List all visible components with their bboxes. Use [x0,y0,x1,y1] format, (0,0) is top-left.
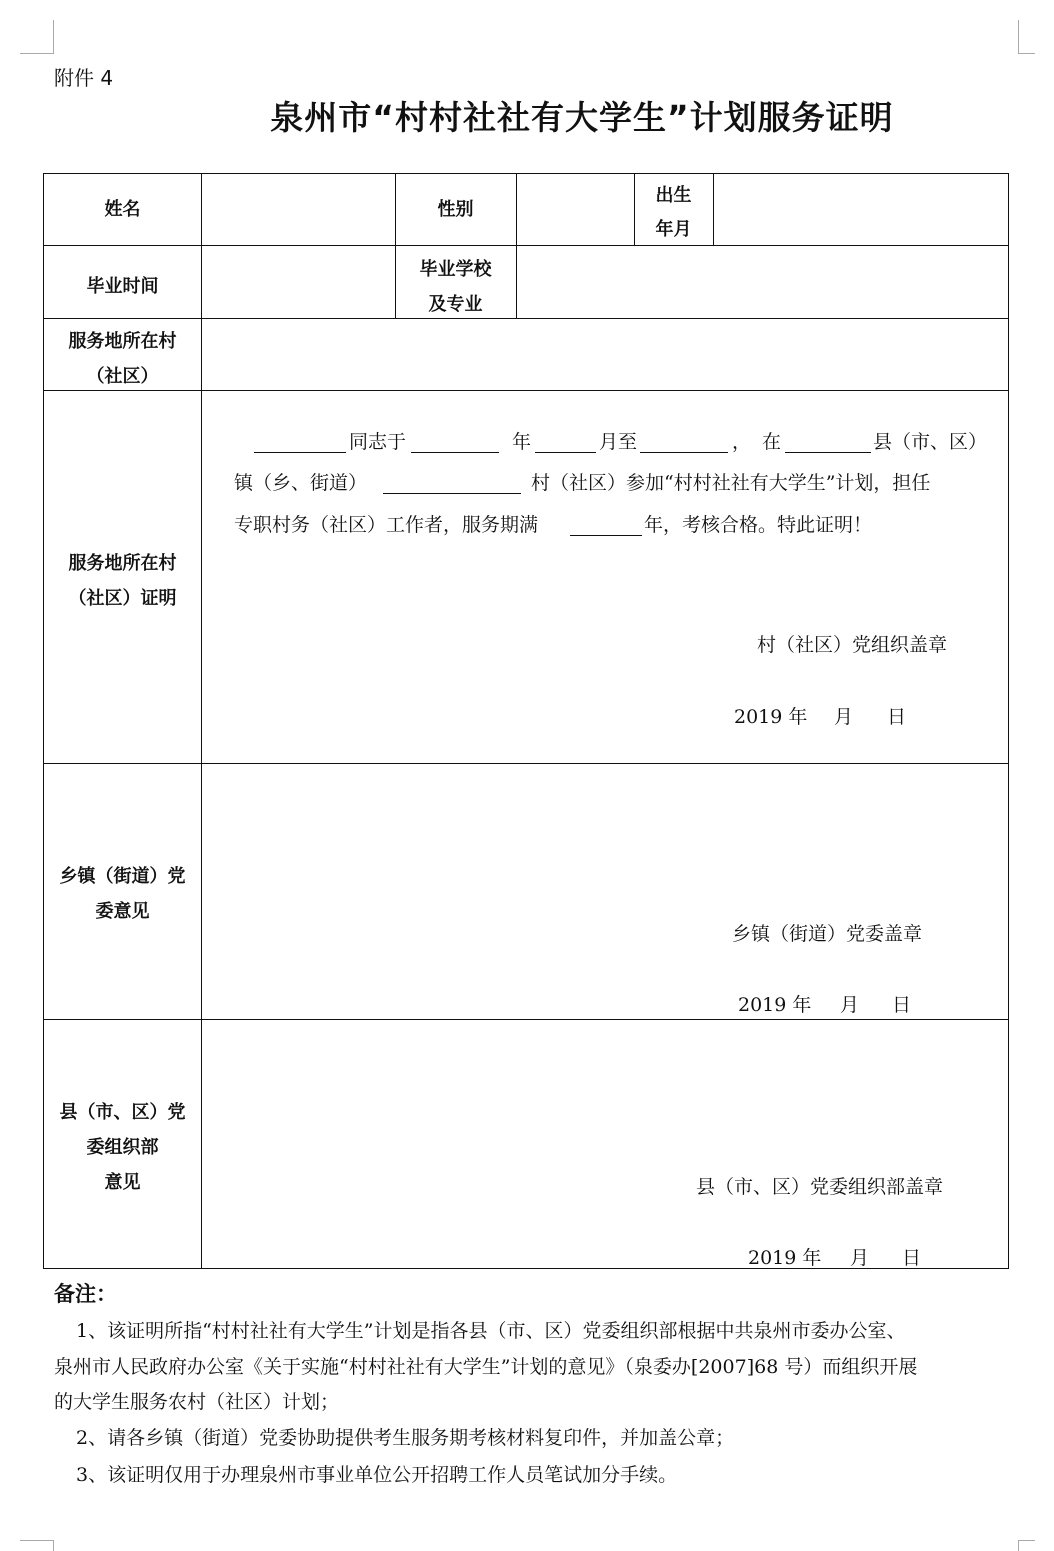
service-village-field[interactable] [202,319,1007,389]
county-opinion-field[interactable] [202,1020,1007,1170]
page-title: 泉州市“村村社社有大学生”计划服务证明 [270,98,894,137]
date-year: 2019 年 [738,994,812,1016]
cert-text: 县（市、区） [873,431,988,453]
blank-county[interactable] [785,452,871,453]
blank-end-date[interactable] [640,452,728,453]
blank-service-years[interactable] [570,535,642,536]
remark-1-line-3: 的大学生服务农村（社区）计划； [54,1391,340,1413]
gender-field[interactable] [517,175,633,244]
crop-mark-bottom-left [20,1540,54,1551]
remark-1-line-2: 泉州市人民政府办公室《关于实施“村村社社有大学生”计划的意见》（泉委办[2007]68 号）而组织开展 [54,1356,918,1378]
remark-2: 2、请各乡镇（街道）党委协助提供考生服务期考核材料复印件，并加盖公章； [76,1427,735,1449]
date-year: 2019 年 [748,1247,822,1269]
county-seal-text: 县（市、区）党委组织部盖章 [696,1176,944,1198]
town-seal-text: 乡镇（街道）党委盖章 [732,923,923,945]
blank-start-month[interactable] [535,452,596,453]
gender-label: 性别 [437,199,474,220]
service-village-label: 服务地所在村 （社区） [68,331,177,387]
birth-field[interactable] [714,175,1007,244]
remarks-title: 备注： [54,1282,117,1306]
annex-label: 附件 4 [54,66,114,90]
date-day: 日 [887,706,907,728]
town-opinion-field[interactable] [202,764,1007,914]
school-major-label: 毕业学校 及专业 [419,259,492,315]
grad-time-label: 毕业时间 [86,276,159,297]
crop-mark-top-right [1018,20,1035,54]
cert-text: ， [732,431,752,453]
blank-town[interactable] [383,493,521,494]
cert-text: 月至 [599,431,638,453]
blank-start-year[interactable] [411,452,499,453]
date-day: 日 [892,994,912,1016]
blank-name[interactable] [254,452,346,453]
county-opinion-label: 县（市、区）党 委组织部 意见 [59,1102,186,1193]
name-field[interactable] [202,175,394,244]
grad-time-field[interactable] [202,246,394,317]
village-cert-label: 服务地所在村 （社区）证明 [68,553,177,609]
date-month: 月 [834,706,854,728]
service-certificate-form [43,173,1009,1269]
town-opinion-label: 乡镇（街道）党 委意见 [59,866,186,922]
cert-text: 镇（乡、街道） [234,472,368,494]
remark-3: 3、该证明仅用于办理泉州市事业单位公开招聘工作人员笔试加分手续。 [76,1464,678,1486]
birth-label: 出生 年月 [655,185,692,240]
cert-text: 年 [512,431,532,453]
name-label: 姓名 [104,199,141,220]
crop-mark-top-left [20,20,54,54]
date-month: 月 [840,994,860,1016]
date-month: 月 [850,1247,870,1269]
cert-text: 专职村务（社区）工作者，服务期满 [234,514,539,536]
remark-1-line-1: 1、该证明所指“村村社社有大学生”计划是指各县（市、区）党委组织部根据中共泉州市委办公室、 [76,1320,906,1342]
cert-text: 村（社区）参加“村村社社有大学生”计划，担任 [531,472,931,494]
cert-text: 在 [762,431,782,453]
cert-text: 年，考核合格。特此证明！ [644,514,873,536]
village-seal-text: 村（社区）党组织盖章 [757,634,948,656]
crop-mark-bottom-right [1018,1540,1035,1551]
date-year: 2019 年 [734,706,808,728]
cert-text: 同志于 [349,431,407,453]
school-major-field[interactable] [517,246,1007,317]
date-day: 日 [902,1247,922,1269]
